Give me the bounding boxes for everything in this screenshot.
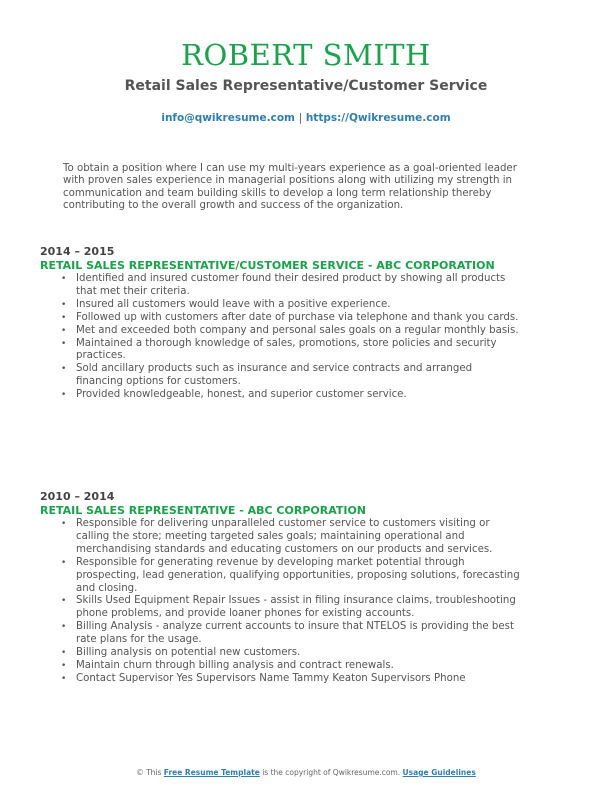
experience-entry-2 [40, 490, 560, 686]
duty-item: • Insured all customers would leave with a positive experience. [61, 298, 391, 310]
bullet-icon: • [61, 338, 67, 349]
bullet-icon: • [61, 519, 67, 529]
duty-item: • Sold ancillary products such as insurance and service contracts and arranged financing options for customers. [61, 363, 473, 388]
duty-item: • Maintain churn through billing analysis and contract renewals. [61, 659, 394, 671]
job-title-heading: Retail Sales Representative/Customer Service [124, 78, 488, 94]
bullet-icon: • [61, 364, 67, 375]
duty-item: • Responsible for delivering unparalleled customer service to customers visiting or calling the store; meeting targeted sales goals; maintaining operational and merchandising standards and educating customers on our products and services. [61, 518, 493, 555]
duties-list [40, 273, 560, 402]
candidate-name: ROBERT SMITH [181, 38, 431, 72]
bullet-icon: • [61, 325, 67, 336]
bullet-icon: • [61, 312, 67, 323]
bullet-icon: • [61, 673, 67, 684]
experience-title: RETAIL SALES REPRESENTATIVE - ABC CORPORATION [40, 504, 367, 517]
experience-dates: 2014 – 2015 [40, 245, 115, 258]
duty-item: • Contact Supervisor Yes Supervisors Name Tammy Keaton Supervisors Phone [61, 672, 466, 684]
free-resume-template-link[interactable]: Free Resume Template [163, 768, 260, 777]
bullet-icon: • [61, 390, 67, 401]
duty-item: • Provided knowledgeable, honest, and superior customer service. [61, 389, 407, 401]
bullet-icon: • [61, 299, 67, 310]
duty-item: • Met and exceeded both company and personal sales goals on a regular monthly basis. [61, 324, 519, 336]
bullet-icon: • [61, 660, 67, 671]
bullet-icon: • [61, 274, 67, 284]
experience-entry-1 [40, 245, 560, 402]
duty-item: • Skills Used Equipment Repair Issues - assist in filing insurance claims, troubleshooting phone problems, and provide loaner phones for existing accounts. [61, 595, 516, 620]
duties-list [40, 518, 560, 686]
usage-guidelines-link[interactable]: Usage Guidelines [402, 768, 476, 777]
bullet-icon: • [61, 648, 67, 659]
email-link[interactable]: info@qwikresume.com [161, 112, 295, 124]
duty-item: • Billing Analysis - analyze current accounts to insure that NTELOS is providing the best rate plans for the usage. [61, 621, 514, 646]
contact-separator: | [298, 112, 303, 124]
experience-title: RETAIL SALES REPRESENTATIVE/CUSTOMER SERVICE - ABC CORPORATION [40, 259, 495, 272]
duty-item: • Billing analysis on potential new customers. [61, 647, 301, 659]
bullet-icon: • [61, 557, 67, 568]
footer-prefix: © This [136, 768, 162, 777]
duty-item: • Responsible for generating revenue by developing market potential through prospecting, lead generation, qualifying opportunities, proposing solutions, forecasting and closing. [61, 556, 520, 594]
copyright-footer [0, 768, 612, 778]
bullet-icon: • [61, 596, 67, 607]
experience-dates: 2010 – 2014 [40, 490, 115, 503]
duty-item: • Followed up with customers after date of purchase via telephone and thank you cards. [61, 311, 519, 323]
objective-summary: To obtain a position where I can use my multi-years experience as a goal-oriented leader with proven sales experience in managerial positions along with utilizing my strength in communication and team building skills to develop a long term relationship thereby contributing to the overall growth and success of the organization. [63, 163, 517, 211]
website-link[interactable]: https://Qwikresume.com [305, 112, 451, 124]
duty-item: • Identified and insured customer found their desired product by showing all products that met their criteria. [61, 273, 506, 297]
contact-line [0, 111, 612, 125]
duty-item: • Maintained a thorough knowledge of sales, promotions, store policies and security practices. [61, 337, 497, 362]
bullet-icon: • [61, 622, 67, 633]
footer-middle: is the copyright of Qwikresume.com. [262, 768, 401, 777]
